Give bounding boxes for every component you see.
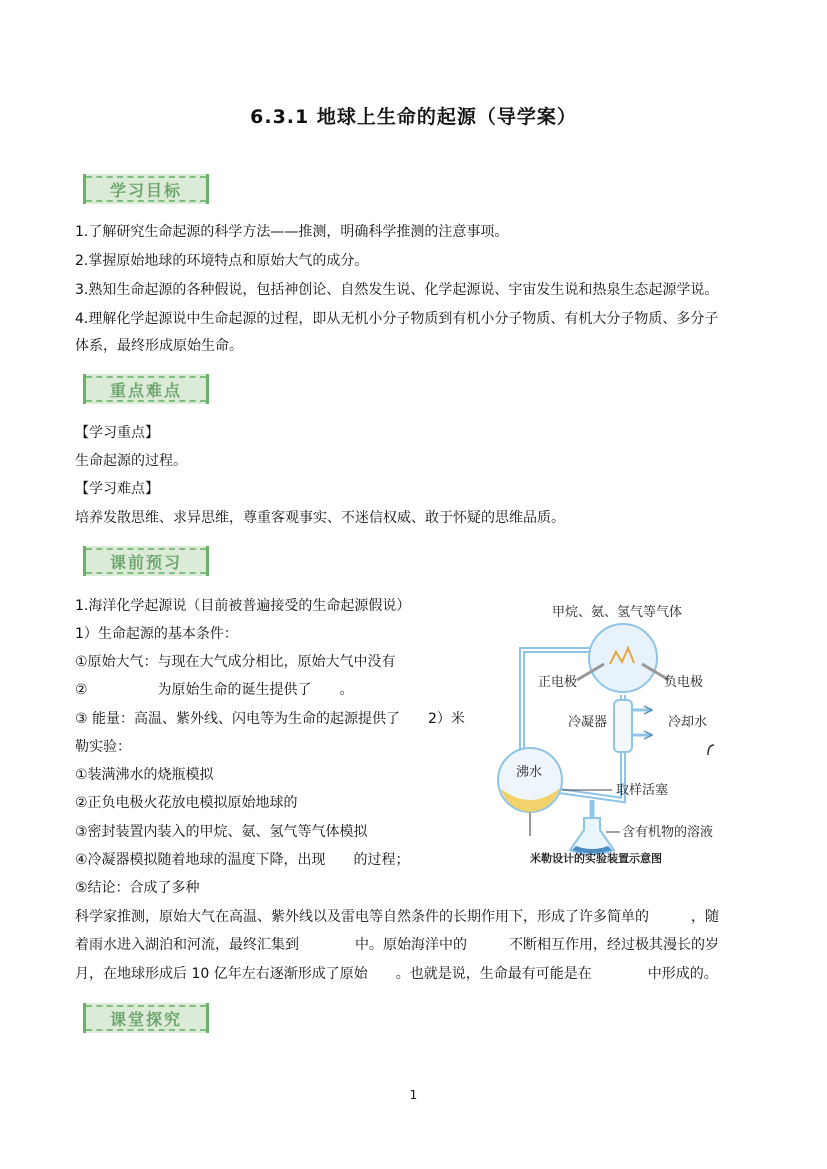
section-title-explore: 课堂探究 <box>109 1010 182 1029</box>
miller-apparatus-figure <box>492 600 762 870</box>
label-valve: 取样活塞 <box>616 783 669 798</box>
label-negative: 负电极 <box>664 675 704 690</box>
miller-apparatus-diagram <box>492 600 762 870</box>
difficulty-text: 培养发散思维、求异思维，尊重客观事实、不迷信权威、敢于怀疑的思维品质。 <box>75 510 565 526</box>
preview-line: 勒实验： <box>75 739 131 755</box>
figure-caption: 米勒设计的实验装置示意图 <box>530 852 662 865</box>
preview-line: ①装满沸水的烧瓶模拟 <box>75 767 214 783</box>
focus-text: 生命起源的过程。 <box>75 453 187 469</box>
preview-line: ③ 能量：高温、紫外线、闪电等为生命的起源提供了 2）米 <box>75 711 465 727</box>
section-title-preview: 课前预习 <box>109 553 182 572</box>
section-badge-goals <box>80 171 212 207</box>
section-badge-explore <box>80 1000 212 1036</box>
section-title-goals: 学习目标 <box>109 181 182 200</box>
preview-line: ①原始大气：与现在大气成分相比，原始大气中没有 <box>75 654 396 670</box>
condenser-jacket <box>614 700 632 752</box>
page-number: 1 <box>409 1088 418 1102</box>
label-gases: 甲烷、氨、氢气等气体 <box>552 605 683 620</box>
preview-line: ③密封装置内装入的甲烷、氨、氢气等气体模拟 <box>75 824 368 840</box>
goal-item: 体系，最终形成原始生命。 <box>75 338 243 354</box>
goal-item: 3.熟知生命起源的各种假说，包括神创论、自然发生说、化学起源说、宇宙发生说和热泉生态起源学说。 <box>75 282 719 298</box>
paragraph-line: 月，在地球形成后 10 亿年左右逐渐形成了原始 。也就是说，生命最有可能是在 中形成的。 <box>75 966 718 982</box>
label-positive: 正电极 <box>538 675 578 690</box>
paragraph-line: 着雨水进入湖泊和河流，最终汇集到 中。原始海洋中的 不断相互作用，经过极其漫长的岁 <box>75 937 719 953</box>
goal-item: 1.了解研究生命起源的科学方法——推测，明确科学推测的注意事项。 <box>75 224 509 240</box>
label-boiling: 沸水 <box>516 765 543 780</box>
corner-mark <box>708 745 714 755</box>
label-cooling: 冷却水 <box>668 715 708 730</box>
preview-line: ②正负电极火花放电模拟原始地球的 <box>75 795 298 811</box>
label-solution: 含有机物的溶液 <box>622 825 714 840</box>
left-tube <box>522 650 592 760</box>
preview-line: 1.海洋化学起源说（目前被普遍接受的生命起源假说） <box>75 598 411 614</box>
section-badge-keypoints <box>80 371 212 407</box>
preview-line: ④冷凝器模拟随着地球的温度下降，出现 的过程； <box>75 852 410 868</box>
page-title: 6.3.1 地球上生命的起源（导学案） <box>250 106 577 128</box>
preview-line: ② 为原始生命的诞生提供了 。 <box>75 682 354 698</box>
focus-label: 【学习重点】 <box>75 425 159 441</box>
section-badge-preview <box>80 543 212 579</box>
preview-line: 1）生命起源的基本条件： <box>75 626 238 642</box>
section-title-keypoints: 重点难点 <box>109 381 182 400</box>
goal-item: 4.理解化学起源说中生命起源的过程，即从无机小分子物质到有机小分子物质、有机大分子物质、多分子 <box>75 311 719 327</box>
paragraph-line: 科学家推测，原始大气在高温、紫外线以及雷电等自然条件的长期作用下，形成了许多简单的 ，随 <box>75 909 719 925</box>
goal-item: 2.掌握原始地球的环境特点和原始大气的成分。 <box>75 253 369 269</box>
difficulty-label: 【学习难点】 <box>75 481 159 497</box>
label-condenser: 冷凝器 <box>568 715 608 730</box>
preview-line: ⑤结论：合成了多种 <box>75 880 200 896</box>
